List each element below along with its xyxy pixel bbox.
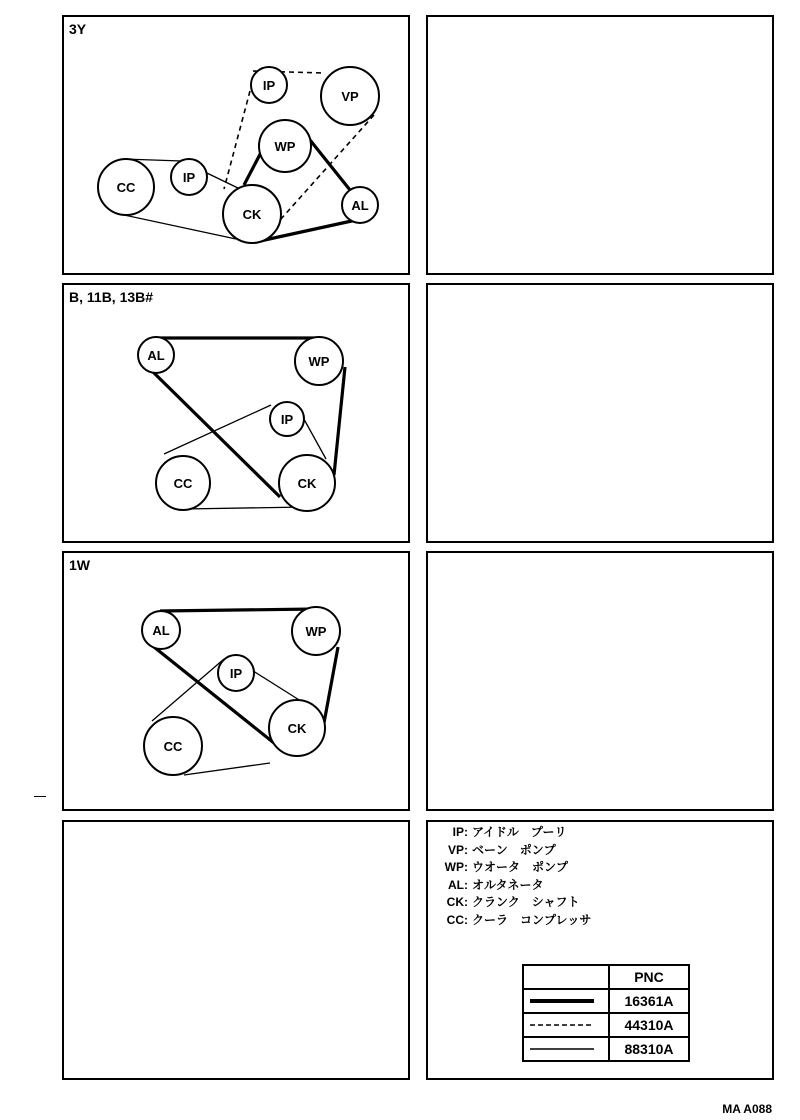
line-sample-thick [523, 989, 609, 1013]
pnc-row [523, 1013, 689, 1037]
legend-key: IP: [452, 825, 468, 839]
pnc-row [523, 1037, 689, 1061]
empty-panel-1 [426, 15, 774, 275]
legend-desc: クーラ コンプレッサ [472, 912, 592, 927]
panel-label: 1W [69, 557, 90, 573]
pulley-label: CK [287, 721, 307, 736]
pulley-wp [259, 120, 311, 172]
legend-desc: ベーン ポンプ [472, 842, 556, 857]
pulley-cc [98, 159, 154, 215]
pulley-label: CC [163, 739, 183, 754]
legend-panel [426, 820, 774, 1080]
stray-mark [34, 796, 46, 797]
pnc-table [522, 964, 690, 1062]
pulley-ck [223, 185, 281, 243]
pulley-label: IP [280, 412, 294, 427]
pulley-label: CK [297, 476, 317, 491]
legend-item [434, 877, 591, 895]
diagram-panel-1w [62, 551, 410, 811]
legend-desc: アイドル プーリ [472, 825, 567, 839]
empty-panel-3 [426, 551, 774, 811]
legend-desc: ウオータ ポンプ [472, 860, 569, 875]
panel-label: B, 11B, 13B# [69, 289, 154, 305]
line-sample-dashed [523, 1013, 609, 1037]
pnc-header-blank [523, 965, 609, 989]
legend-key: CC: [446, 912, 468, 927]
pulley-ck [279, 455, 335, 511]
pulley-label: CC [173, 476, 193, 491]
pulley-label: WP [305, 624, 327, 639]
belt-diagram-b [64, 285, 412, 545]
pulley-cc [144, 717, 202, 775]
legend-desc: クランク シャフト [472, 895, 580, 910]
pnc-header: PNC [609, 965, 689, 989]
diagram-panel-3y [62, 15, 410, 275]
line-sample-thin [523, 1037, 609, 1061]
pnc-code: 88310A [609, 1037, 689, 1061]
pnc-table-header-row [523, 965, 689, 989]
legend-item [434, 824, 591, 842]
pnc-code: 44310A [609, 1013, 689, 1037]
pulley-ip-left [171, 159, 207, 195]
legend-item [434, 894, 591, 912]
panel-label: 3Y [69, 21, 87, 37]
pnc-code: 16361A [609, 989, 689, 1013]
pulley-ck [269, 700, 325, 756]
pulley-label: AL [152, 623, 170, 638]
pulley-label: WP [308, 354, 330, 369]
pulley-label: IP [229, 666, 243, 681]
pulley-al [142, 611, 180, 649]
pulley-label: WP [274, 139, 296, 154]
pulley-label: AL [351, 198, 369, 213]
empty-panel-4 [62, 820, 410, 1080]
pulley-vp [321, 67, 379, 125]
pulley-ip-top [251, 67, 287, 103]
pulley-cc [156, 456, 210, 510]
pulley-label: CK [242, 207, 262, 222]
pulley-wp [295, 337, 343, 385]
pulley-wp [292, 607, 340, 655]
legend-key: CK: [446, 895, 468, 910]
legend-item [434, 859, 591, 877]
legend-key: WP: [444, 860, 468, 875]
belt-diagram-3y [64, 17, 412, 277]
figure-code: MA A088 [722, 1102, 772, 1116]
legend-desc: オルタネータ [472, 877, 544, 892]
pulley-ip [270, 402, 304, 436]
pulley-al [138, 337, 174, 373]
legend-list [434, 824, 591, 930]
belt-diagram-1w [64, 553, 412, 813]
legend-key: VP: [447, 842, 468, 857]
legend-item [434, 912, 591, 930]
legend-key: AL: [448, 877, 468, 892]
diagram-panel-b [62, 283, 410, 543]
pulley-label: VP [341, 89, 359, 104]
legend-item [434, 842, 591, 860]
pnc-row [523, 989, 689, 1013]
pulley-label: CC [116, 180, 136, 195]
pulley-ip [218, 655, 254, 691]
pulley-label: IP [262, 78, 276, 93]
pulley-al [342, 187, 378, 223]
pulley-label: AL [147, 348, 165, 363]
empty-panel-2 [426, 283, 774, 543]
pulley-label: IP [182, 170, 196, 185]
